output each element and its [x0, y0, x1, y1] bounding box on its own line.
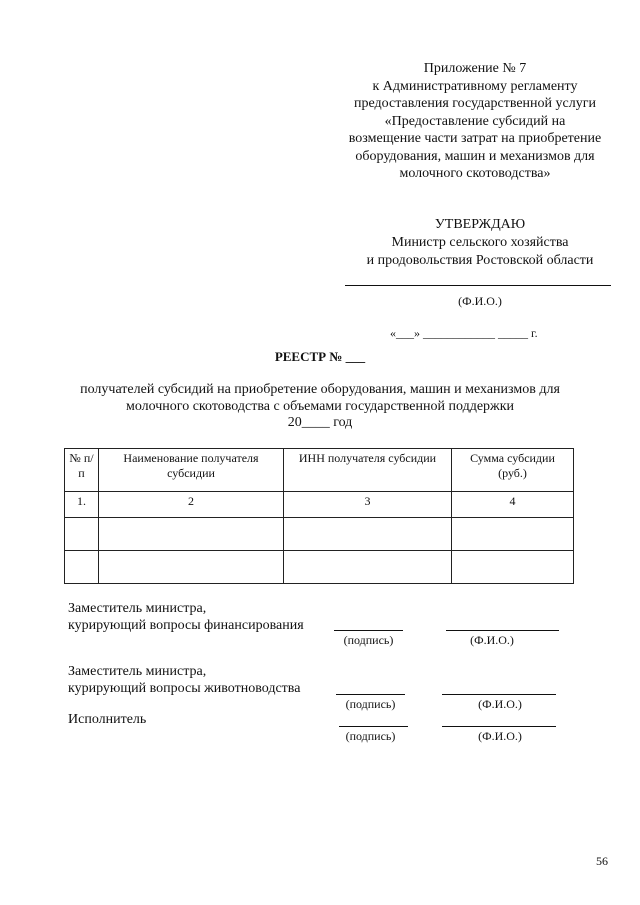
header-recipient-name: Наименование получателя субсидии: [99, 449, 284, 492]
appendix-line: «Предоставление субсидий на: [384, 113, 566, 129]
executor-signature: [68, 711, 146, 728]
appendix-line: предоставления государственной услуги: [354, 96, 596, 111]
approval-title: УТВЕРЖДАЮ: [434, 217, 526, 232]
deputy-finance-signature: [68, 600, 304, 634]
registry-subtitle-line3: 20____ год: [287, 415, 353, 430]
registry-subtitle-line2: молочного скотоводства с объемами государственной поддержки: [125, 398, 515, 414]
appendix-line: оборудования, машин и механизмов для: [355, 148, 595, 164]
table-cell: [452, 551, 574, 584]
signature-line: [336, 694, 405, 695]
table-cell: 3: [284, 492, 452, 518]
registry-table: [64, 448, 574, 584]
table-cell: [65, 551, 99, 584]
table-row: [65, 551, 574, 584]
appendix-line: Приложение № 7: [423, 61, 527, 76]
header-subsidy-amount: Сумма субсидии (руб.): [452, 449, 574, 492]
table-cell: [99, 518, 284, 551]
signature-line: [339, 726, 408, 727]
table-cell: 4: [452, 492, 574, 518]
table-cell: 2: [99, 492, 284, 518]
deputy-livestock-title: Заместитель министра,: [68, 664, 207, 679]
approval-date: «___» ____________ _____ г.: [390, 326, 538, 340]
signature-caption: (подпись): [345, 697, 396, 711]
approval-fio-caption: (Ф.И.О.): [458, 294, 502, 308]
fio-caption: (Ф.И.О.): [478, 697, 522, 711]
appendix-line: к Административному регламенту: [372, 78, 578, 94]
table-row: [65, 518, 574, 551]
deputy-livestock-signature: [68, 663, 300, 697]
registry-title: РЕЕСТР № ___: [274, 349, 366, 364]
signature-caption: (подпись): [345, 729, 396, 743]
signature-caption: (подпись): [343, 633, 394, 647]
approval-position-line2: и продовольствия Ростовской области: [366, 253, 594, 268]
deputy-livestock-role: курирующий вопросы животноводства: [68, 681, 301, 696]
fio-line: [446, 630, 559, 631]
header-inn: ИНН получателя субсидии: [284, 449, 452, 492]
table-cell: [284, 551, 452, 584]
signature-line: [334, 630, 403, 631]
header-number: № п/п: [65, 449, 99, 492]
fio-line: [442, 694, 556, 695]
registry-subtitle-line1: получателей субсидий на приобретение оборудования, машин и механизмов для: [80, 382, 560, 397]
registry-subtitle: [30, 382, 610, 432]
approval-position-line1: Министр сельского хозяйства: [391, 235, 569, 250]
table-cell: [284, 518, 452, 551]
table-cell: 1.: [65, 492, 99, 518]
appendix-line: молочного скотоводства»: [399, 166, 551, 181]
approval-signature-line: [345, 285, 611, 286]
table-cell: [452, 518, 574, 551]
deputy-finance-role: курирующий вопросы финансирования: [68, 618, 304, 633]
appendix-heading: [330, 60, 620, 183]
fio-line: [442, 726, 556, 727]
fio-caption: (Ф.И.О.): [470, 633, 514, 647]
executor-label: Исполнитель: [68, 712, 147, 727]
table-row: [65, 492, 574, 518]
table-cell: [65, 518, 99, 551]
appendix-line: возмещение части затрат на приобретение: [348, 131, 602, 146]
page-number: 56: [596, 854, 608, 868]
deputy-finance-title: Заместитель министра,: [68, 601, 207, 616]
approval-block: [340, 216, 620, 270]
table-cell: [99, 551, 284, 584]
fio-caption: (Ф.И.О.): [478, 729, 522, 743]
table-header-row: [65, 449, 574, 492]
